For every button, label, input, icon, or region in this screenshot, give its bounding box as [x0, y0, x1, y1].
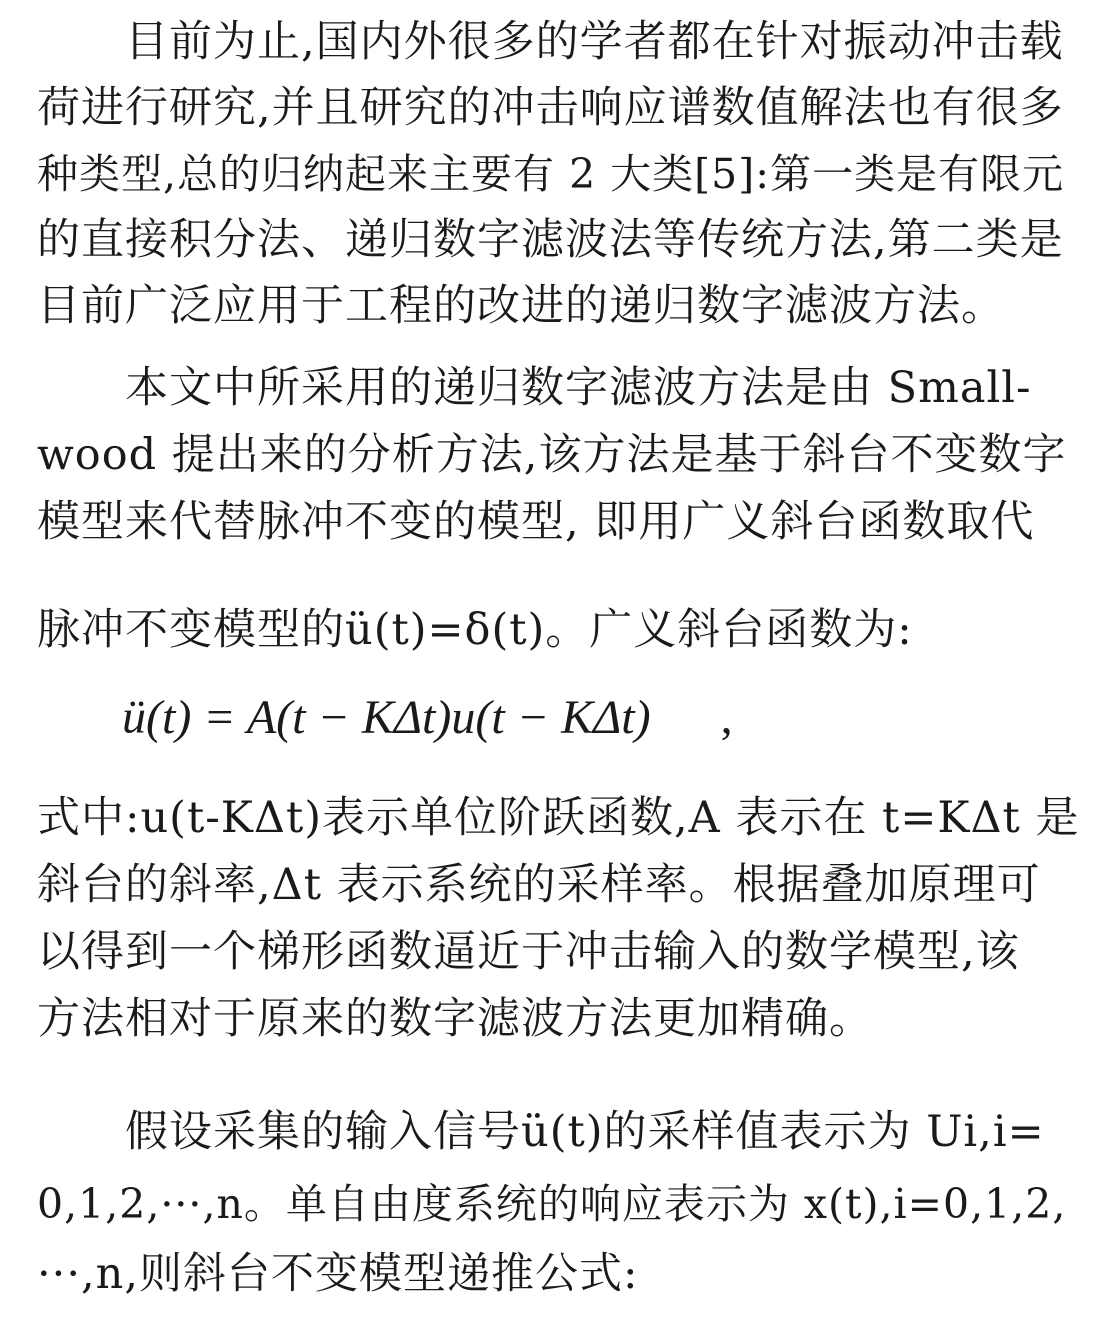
text-line: 假设采集的输入信号ü(t)的采样值表示为 Ui,i= [125, 1107, 1045, 1157]
text-line: 目前广泛应用于工程的改进的递归数字滤波方法。 [37, 281, 1005, 331]
text-line: 方法相对于原来的数字滤波方法更加精确。 [37, 994, 873, 1044]
text-line: 模型来代替脉冲不变的模型, 即用广义斜台函数取代 [37, 497, 1035, 547]
text-line: 以得到一个梯形函数逼近于冲击输入的数学模型,该 [37, 927, 1020, 977]
text-line: wood 提出来的分析方法,该方法是基于斜台不变数字 [37, 430, 1067, 480]
equation-punctuation: , [720, 691, 733, 744]
text-line: 脉冲不变模型的ü(t)=δ(t)。广义斜台函数为: [37, 605, 913, 655]
text-line: 的直接积分法、递归数字滤波法等传统方法,第二类是 [37, 215, 1064, 265]
text-line: 0,1,2,···,n。单自由度系统的响应表示为 x(t),i=0,1,2, [37, 1180, 1067, 1228]
text-line: 式中:u(t-KΔt)表示单位阶跃函数,A 表示在 t=KΔt 是 [37, 793, 1080, 843]
text-line: 斜台的斜率,Δt 表示系统的采样率。根据叠加原理可 [37, 860, 1041, 910]
text-line: 本文中所采用的递归数字滤波方法是由 Small- [125, 363, 1032, 413]
text-line: 种类型,总的归纳起来主要有 2 大类[5]:第一类是有限元 [37, 150, 1065, 198]
text-line: 荷进行研究,并且研究的冲击响应谱数值解法也有很多 [37, 83, 1064, 133]
equation-body: ü(t) = A(t − KΔt)u(t − KΔt) [122, 691, 651, 744]
equation [122, 688, 733, 748]
text-line: 目前为止,国内外很多的学者都在针对振动冲击载 [125, 17, 1064, 67]
text-line: ···,n,则斜台不变模型递推公式: [37, 1249, 639, 1299]
